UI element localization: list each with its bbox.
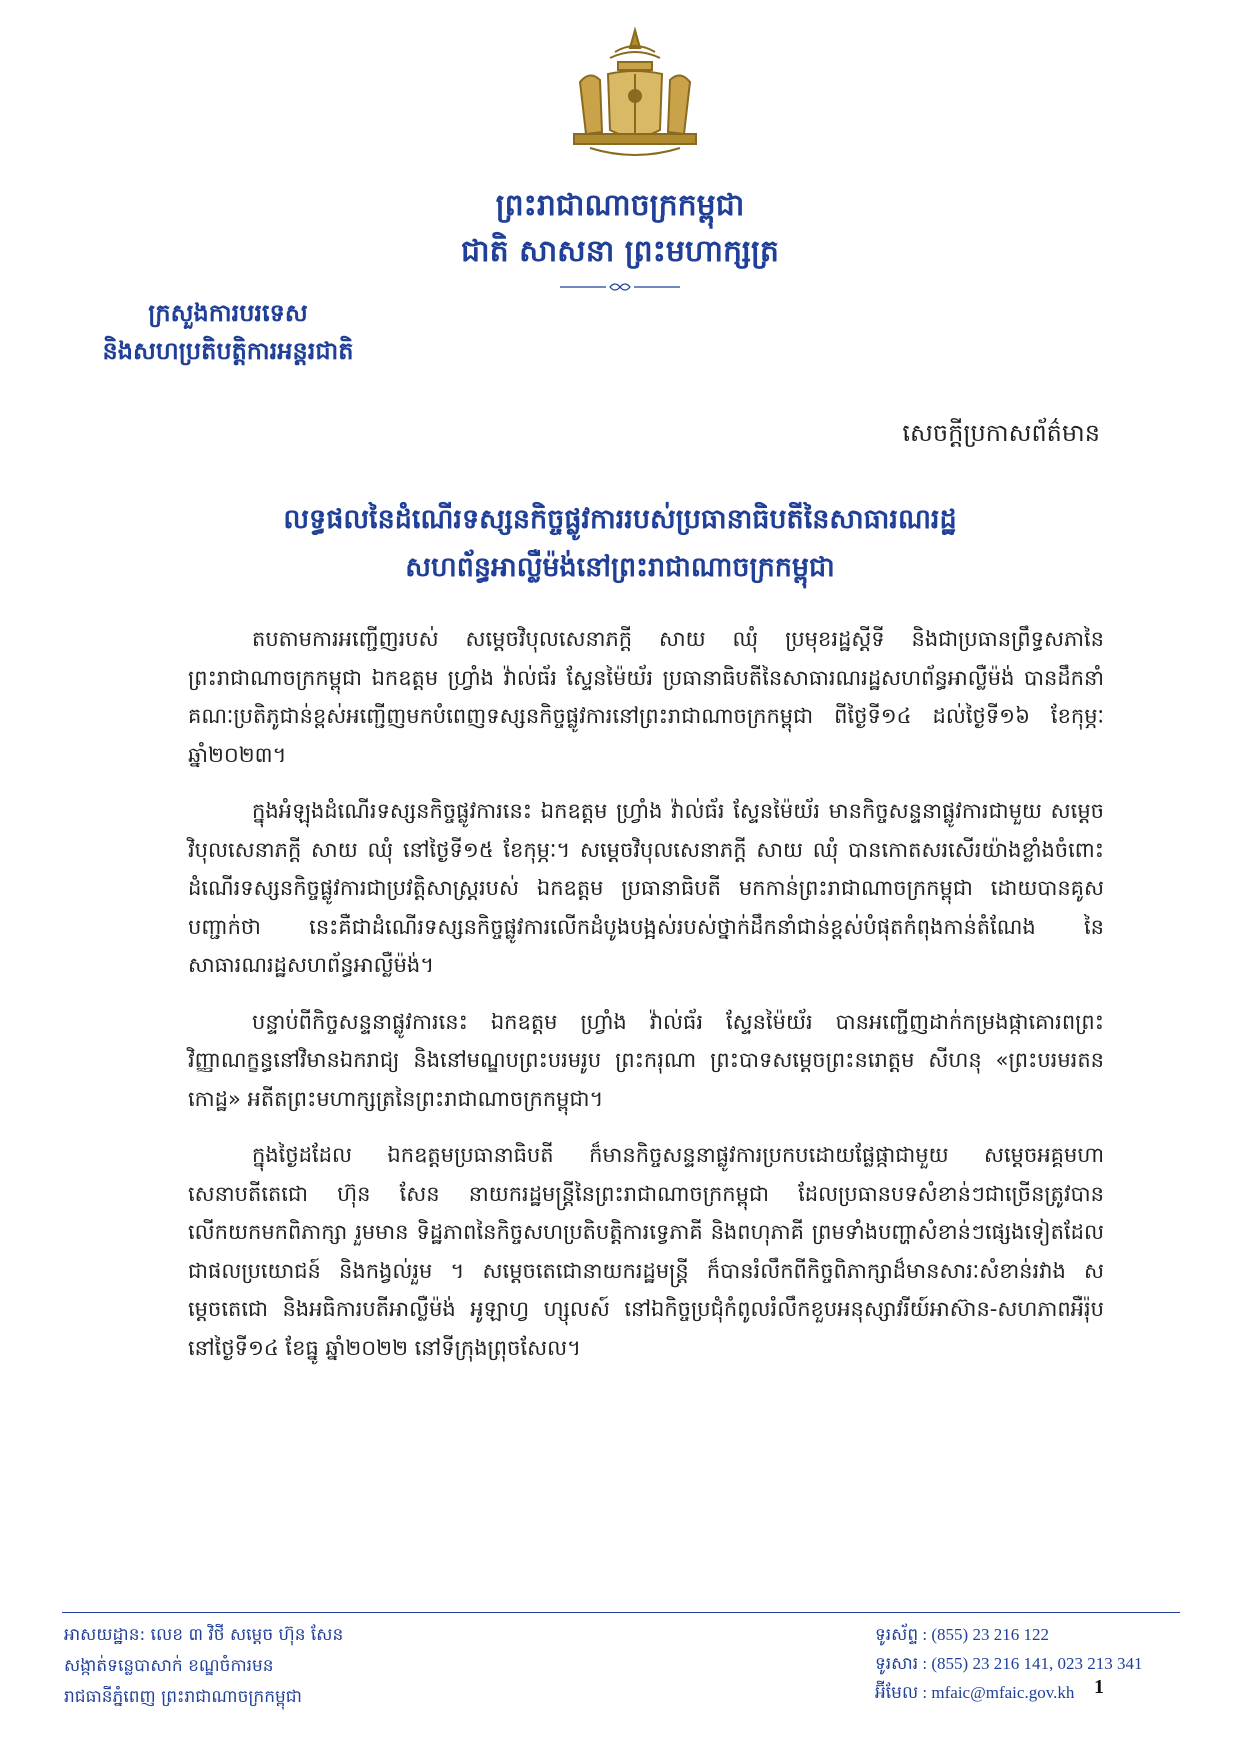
address-line-1: អាសយដ្ឋាន: លេខ ៣ វិថី សម្តេច ហ៊ុន សែន	[64, 1625, 344, 1645]
ministry-name-line1: ក្រសួងការបរទេស	[148, 299, 308, 327]
fax-number: ទូរសារ : (855) 23 216 141, 023 213 341	[875, 1654, 1143, 1673]
kingdom-name: ព្រះរាជាណាចក្រកម្ពុជា	[495, 188, 745, 223]
email-address: អ៊ីមែល : mfaic@mfaic.gov.kh	[875, 1683, 1075, 1702]
document-title-line1: លទ្ធផលនៃដំណើរទស្សនកិច្ចផ្លូវការរបស់ប្រធានាធិបតីនៃសាធារណរដ្ឋ	[283, 504, 957, 535]
paragraph-2: ក្នុងអំឡុងដំណើរទស្សនកិច្ចផ្លូវការនេះ ឯកឧត្តម ហ្វ្រាំង វ៉ាល់ធ័រ ស្ទែនម៉ៃយ័រ មានកិច្ចសន្ទនាផ្លូវការជាមួយ សម្តេចវិបុលសេនាភក្តី សាយ ឈុំ នៅថ្ងៃទី១៥ ខែកុម្ភៈ។ សម្តេចវិបុលសេនាភក្តី សាយ ឈុំ បានកោតសរសើរយ៉ាងខ្លាំងចំពោះដំណើរទស្សនកិច្ចផ្លូវការជាប្រវត្តិសាស្ត្ររបស់ ឯកឧត្តម ប្រធានាធិបតី មកកាន់ព្រះរាជាណាចក្រកម្ពុជា ដោយបានគូសបញ្ជាក់ថា នេះគឺជាដំណើរទស្សនកិច្ចផ្លូវការលើកដំបូងបង្អស់របស់ថ្នាក់ដឹកនាំជាន់ខ្ពស់បំផុតកំពុងកាន់តំណែង នៃសាធារណរដ្ឋសហព័ន្ធអាល្លឺម៉ង់។	[188, 799, 1104, 977]
ornament-divider	[560, 280, 680, 294]
ministry-name-line2: និងសហប្រតិបត្តិការអន្តរជាតិ	[102, 337, 354, 365]
document-type: សេចក្តីប្រកាសព័ត៌មាន	[902, 419, 1100, 447]
national-motto: ជាតិ សាសនា ព្រះមហាក្សត្រ	[461, 234, 779, 269]
footer-address	[64, 1620, 343, 1713]
royal-coat-of-arms-emblem	[560, 22, 710, 172]
paragraph-3: បន្ទាប់ពីកិច្ចសន្ទនាផ្លូវការនេះ ឯកឧត្តម ហ្វ្រាំង វ៉ាល់ធ័រ ស្ទែនម៉ៃយ័រ បានអញ្ជើញដាក់កម្រងផ្កាគោរពព្រះវិញ្ញាណក្ខន្ធនៅវិមានឯករាជ្យ និងនៅមណ្ឌបព្រះបរមរូប ព្រះករុណា ព្រះបាទសម្តេចព្រះនរោត្តម សីហនុ «ព្រះបរមរតនកោដ្ឋ» អតីតព្រះមហាក្សត្រនៃព្រះរាជាណាចក្រកម្ពុជា។	[188, 1009, 1104, 1111]
phone-number: ទូរស័ព្ទ : (855) 23 216 122	[875, 1625, 1049, 1644]
address-line-2: សង្កាត់ទន្លេបាសាក់ ខណ្ឌចំការមន	[64, 1656, 274, 1676]
document-body	[188, 620, 1104, 1385]
page-number: 1	[1094, 1676, 1104, 1698]
address-line-3: រាជធានីភ្នំពេញ ព្រះរាជាណាចក្រកម្ពុជា	[64, 1687, 302, 1707]
footer-divider	[62, 1612, 1180, 1613]
document-title-line2: សហព័ន្ធអាល្លឺម៉ង់នៅព្រះរាជាណាចក្រកម្ពុជា	[405, 552, 835, 583]
paragraph-1: តបតាមការអញ្ជើញរបស់ សម្តេចវិបុលសេនាភក្តី សាយ ឈុំ ប្រមុខរដ្ឋស្តីទី និងជាប្រធានព្រឹទ្ធសភានៃព្រះរាជាណាចក្រកម្ពុជា ឯកឧត្តម ហ្វ្រាំង វ៉ាល់ធ័រ ស្ទែនម៉ៃយ័រ ប្រធានាធិបតីនៃសាធារណរដ្ឋសហព័ន្ធអាល្លឺម៉ង់ បានដឹកនាំគណៈប្រតិភូជាន់ខ្ពស់អញ្ជើញមកបំពេញទស្សនកិច្ចផ្លូវការនៅព្រះរាជាណាចក្រកម្ពុជា ពីថ្ងៃទី១៤ ដល់ថ្ងៃទី១៦ ខែកុម្ភៈ ឆ្នាំ២០២៣។	[188, 627, 1104, 767]
paragraph-4: ក្នុងថ្ងៃដដែល ឯកឧត្តមប្រធានាធិបតី ក៏មានកិច្ចសន្ទនាផ្លូវការប្រកបដោយផ្លែផ្កាជាមួយ សម្តេចអគ្គមហាសេនាបតីតេជោ ហ៊ុន សែន នាយករដ្ឋមន្ត្រីនៃព្រះរាជាណាចក្រកម្ពុជា ដែលប្រធានបទសំខាន់ៗជាច្រើនត្រូវបានលើកយកមកពិភាក្សា រួមមាន ទិដ្ឋភាពនៃកិច្ចសហប្រតិបត្តិការទ្វេភាគី និងពហុភាគី ព្រមទាំងបញ្ហាសំខាន់ៗផ្សេងទៀតដែលជាផលប្រយោជន៍ និងកង្វល់រួម ។ សម្តេចតេជោនាយករដ្ឋមន្ត្រី ក៏បានរំលឹកពីកិច្ចពិភាក្សាដ៏មានសារៈសំខាន់រវាង សម្តេចតេជោ និងអធិការបតីអាល្លឺម៉ង់ អូឡាហ្វ ហ្សុលស៍ នៅឯកិច្ចប្រជុំកំពូលរំលឹកខួបអនុស្សាវរីយ៍អាស៊ាន-សហភាពអឺរ៉ុប នៅថ្ងៃទី១៤ ខែធ្នូ ឆ្នាំ២០២២ នៅទីក្រុងព្រុចសែល។	[188, 1143, 1104, 1360]
